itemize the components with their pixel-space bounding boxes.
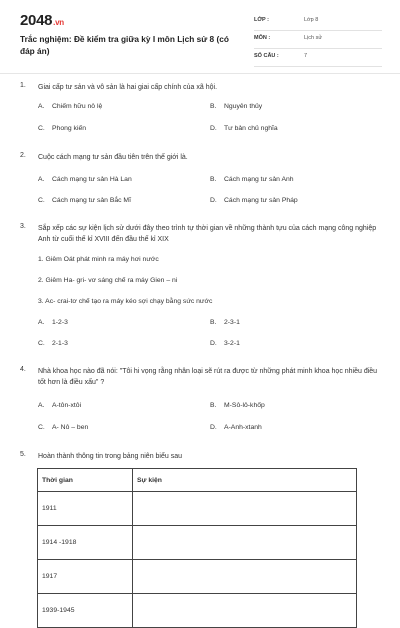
question-number: 3. [20, 223, 26, 230]
event-cell[interactable] [133, 492, 357, 526]
option-letter: D. [210, 125, 217, 132]
question-text: Giai cấp tư sản và vô sản là hai giai cấp chính của xã hội. [38, 84, 218, 91]
option-text: Chiếm hữu nô lệ [52, 103, 103, 110]
meta-label: MÔN : [254, 35, 271, 41]
option-c[interactable] [38, 424, 88, 431]
option-d[interactable] [210, 197, 298, 204]
table-row [38, 594, 357, 628]
column-header: Sự kiện [133, 469, 357, 492]
question-text: Sắp xếp các sự kiện lịch sử dưới đây theo trình tự thời gian về những thành tựu của cách mạng công nghiệp Anh từ cuối thế kỉ XVIII đến đầu thế kỉ XIX [38, 225, 377, 243]
option-a[interactable] [38, 402, 81, 409]
option-b[interactable] [210, 402, 265, 409]
option-a[interactable] [38, 103, 102, 110]
question-1 [20, 82, 382, 142]
option-a[interactable] [38, 176, 132, 183]
meta-value: 7 [304, 53, 308, 59]
logo-domain: .vn [53, 18, 64, 27]
option-letter: B. [210, 402, 217, 409]
option-letter: D. [210, 197, 217, 204]
meta-value: Lớp 8 [304, 17, 319, 23]
question-number: 4. [20, 366, 26, 373]
event-cell[interactable] [133, 560, 357, 594]
question-number: 1. [20, 82, 26, 89]
column-header: Thời gian [38, 469, 133, 492]
option-letter: D. [210, 340, 217, 347]
option-text: A- Nô – ben [52, 424, 89, 431]
page-title: Trắc nghiệm: Đề kiểm tra giữa kỳ I môn Lịch sử 8 (có đáp án) [20, 34, 229, 56]
exam-meta-panel [254, 14, 382, 68]
option-text: Tư bản chủ nghĩa [224, 125, 278, 132]
meta-label: LỚP : [254, 17, 269, 23]
option-text: Cách mạng tư sản Hà Lan [52, 176, 132, 183]
year-cell: 1911 [38, 492, 133, 526]
timeline-table [37, 468, 357, 628]
option-c[interactable] [38, 197, 131, 204]
meta-row-class [254, 14, 382, 31]
option-letter: A. [38, 176, 45, 183]
option-text: Phong kiến [52, 125, 87, 132]
option-text: A-tôn-xtôi [52, 402, 82, 409]
option-letter: D. [210, 424, 217, 431]
year-cell: 1917 [38, 560, 133, 594]
event-cell[interactable] [133, 526, 357, 560]
question-4 [20, 366, 382, 438]
question-number: 2. [20, 152, 26, 159]
option-text: 2-3-1 [224, 319, 240, 326]
event-cell[interactable] [133, 594, 357, 628]
option-text: M-Sô-lô-khốp [224, 402, 265, 409]
option-a[interactable] [38, 319, 68, 326]
page-header [20, 12, 382, 68]
option-b[interactable] [210, 319, 240, 326]
option-letter: A. [38, 319, 45, 326]
option-letter: C. [38, 125, 45, 132]
site-logo[interactable] [20, 12, 64, 29]
table-row [38, 560, 357, 594]
option-letter: B. [210, 319, 217, 326]
option-text: 3-2-1 [224, 340, 240, 347]
table-header-row [38, 469, 357, 492]
question-text: Hoàn thành thông tin trong bảng niên biểu sau [38, 453, 183, 460]
meta-label: SỐ CÂU : [254, 53, 279, 59]
option-d[interactable] [210, 424, 262, 431]
option-letter: B. [210, 103, 217, 110]
option-text: 1-2-3 [52, 319, 68, 326]
option-letter: C. [38, 197, 45, 204]
logo-text: 2048 [20, 12, 53, 29]
option-letter: C. [38, 424, 45, 431]
question-number: 5. [20, 451, 26, 458]
table-row [38, 492, 357, 526]
meta-row-subject [254, 32, 382, 49]
sequence-item: 1. Giêm Oát phát minh ra máy hơi nước [38, 256, 159, 263]
option-text: Nguyên thủy [224, 103, 263, 110]
option-text: Cách mạng tư sản Pháp [224, 197, 298, 204]
option-b[interactable] [210, 103, 262, 110]
meta-value: Lịch sử [304, 35, 323, 41]
option-letter: B. [210, 176, 217, 183]
year-cell: 1914 -1918 [38, 526, 133, 560]
question-text: Nhà khoa học nào đã nói: "Tôi hi vọng rằng nhân loại sẽ rút ra được từ những phát minh khoa học nhiều điều tốt hơn là điều xấu" ? [38, 368, 378, 386]
question-3 [20, 223, 382, 353]
header-divider [0, 73, 400, 74]
meta-row-question-count [254, 50, 382, 67]
option-d[interactable] [210, 125, 278, 132]
table-row [38, 526, 357, 560]
option-b[interactable] [210, 176, 294, 183]
option-text: A-Anh-xtanh [224, 424, 262, 431]
option-letter: A. [38, 402, 45, 409]
option-c[interactable] [38, 125, 86, 132]
question-5 [20, 451, 382, 465]
option-text: 2-1-3 [52, 340, 68, 347]
option-text: Cách mạng tư sản Bắc Mĩ [52, 197, 131, 204]
option-c[interactable] [38, 340, 68, 347]
year-cell: 1939-1945 [38, 594, 133, 628]
sequence-item: 2. Giêm Ha- gri- vơ sáng chế ra máy Gien – ni [38, 277, 178, 284]
question-2 [20, 152, 382, 212]
option-d[interactable] [210, 340, 240, 347]
option-letter: A. [38, 103, 45, 110]
option-text: Cách mạng tư sản Anh [224, 176, 294, 183]
sequence-item: 3. Ac- crai-tơ chế tạo ra máy kéo sợi chạy bằng sức nước [38, 298, 213, 305]
option-letter: C. [38, 340, 45, 347]
question-text: Cuộc cách mạng tư sản đầu tiên trên thế giới là. [38, 154, 188, 161]
